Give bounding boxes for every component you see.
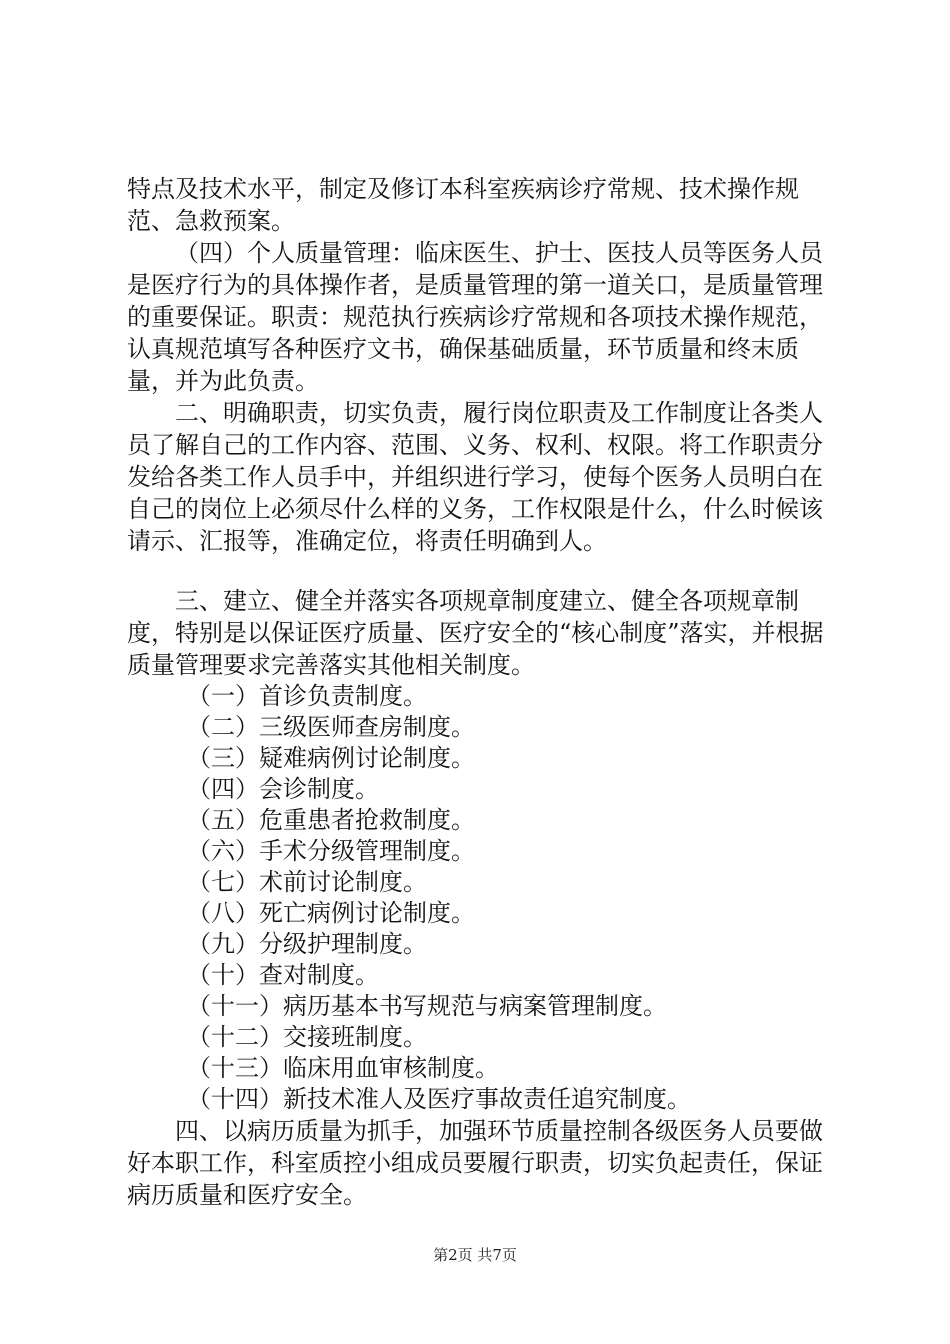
list-item: （十二）交接班制度。 xyxy=(187,1023,427,1051)
list-item: （一）首诊负责制度。 xyxy=(187,682,427,710)
list-item: （十三）临床用血审核制度。 xyxy=(187,1054,499,1082)
list-item: （十四）新技术准人及医疗事故责任追究制度。 xyxy=(187,1085,691,1113)
list-item: （十）查对制度。 xyxy=(187,961,379,989)
list-item: （二）三级医师查房制度。 xyxy=(187,713,475,741)
paragraph-section-3: 三、建立、健全并落实各项规章制度建立、健全各项规章制度，特别是以保证医疗质量、医疗安全的“核心制度”落实，并根据质量管理要求完善落实其他相关制度。 xyxy=(127,587,824,679)
list-item: （三）疑难病例讨论制度。 xyxy=(187,744,475,772)
list-item: （九）分级护理制度。 xyxy=(187,930,427,958)
paragraph-spacer xyxy=(127,557,827,585)
list-item: （四）会诊制度。 xyxy=(187,775,379,803)
document-body xyxy=(127,173,827,1211)
page-number: 第2页 共7页 xyxy=(433,1246,517,1264)
paragraph-personal-quality: （四）个人质量管理：临床医生、护士、医技人员等医务人员是医疗行为的具体操作者，是质量管理的第一道关口，是质量管理的重要保证。职责：规范执行疾病诊疗常规和各项技术操作规范，认真规范填写各种医疗文书，确保基础质量，环节质量和终末质量，并为此负责。 xyxy=(127,239,823,395)
list-item: （五）危重患者抢救制度。 xyxy=(187,806,475,834)
system-list xyxy=(127,681,827,1115)
list-item: （七）术前讨论制度。 xyxy=(187,868,427,896)
list-item: （十一）病历基本书写规范与病案管理制度。 xyxy=(187,992,667,1020)
list-item: （六）手术分级管理制度。 xyxy=(187,837,475,865)
paragraph-section-4: 四、以病历质量为抓手，加强环节质量控制各级医务人员要做好本职工作，科室质控小组成员要履行职责，切实负起责任，保证病历质量和医疗安全。 xyxy=(127,1117,823,1209)
paragraph-section-2: 二、明确职责，切实负责，履行岗位职责及工作制度让各类人员了解自己的工作内容、范围、义务、权利、权限。将工作职责分发给各类工作人员手中，并组织进行学习，使每个医务人员明白在自己的岗位上必须尽什么样的义务，工作权限是什么，什么时候该请示、汇报等，准确定位，将责任明确到人。 xyxy=(127,399,823,555)
paragraph-continuation: 特点及技术水平，制定及修订本科室疾病诊疗常规、技术操作规范、急救预案。 xyxy=(127,175,799,235)
list-item: （八）死亡病例讨论制度。 xyxy=(187,899,475,927)
